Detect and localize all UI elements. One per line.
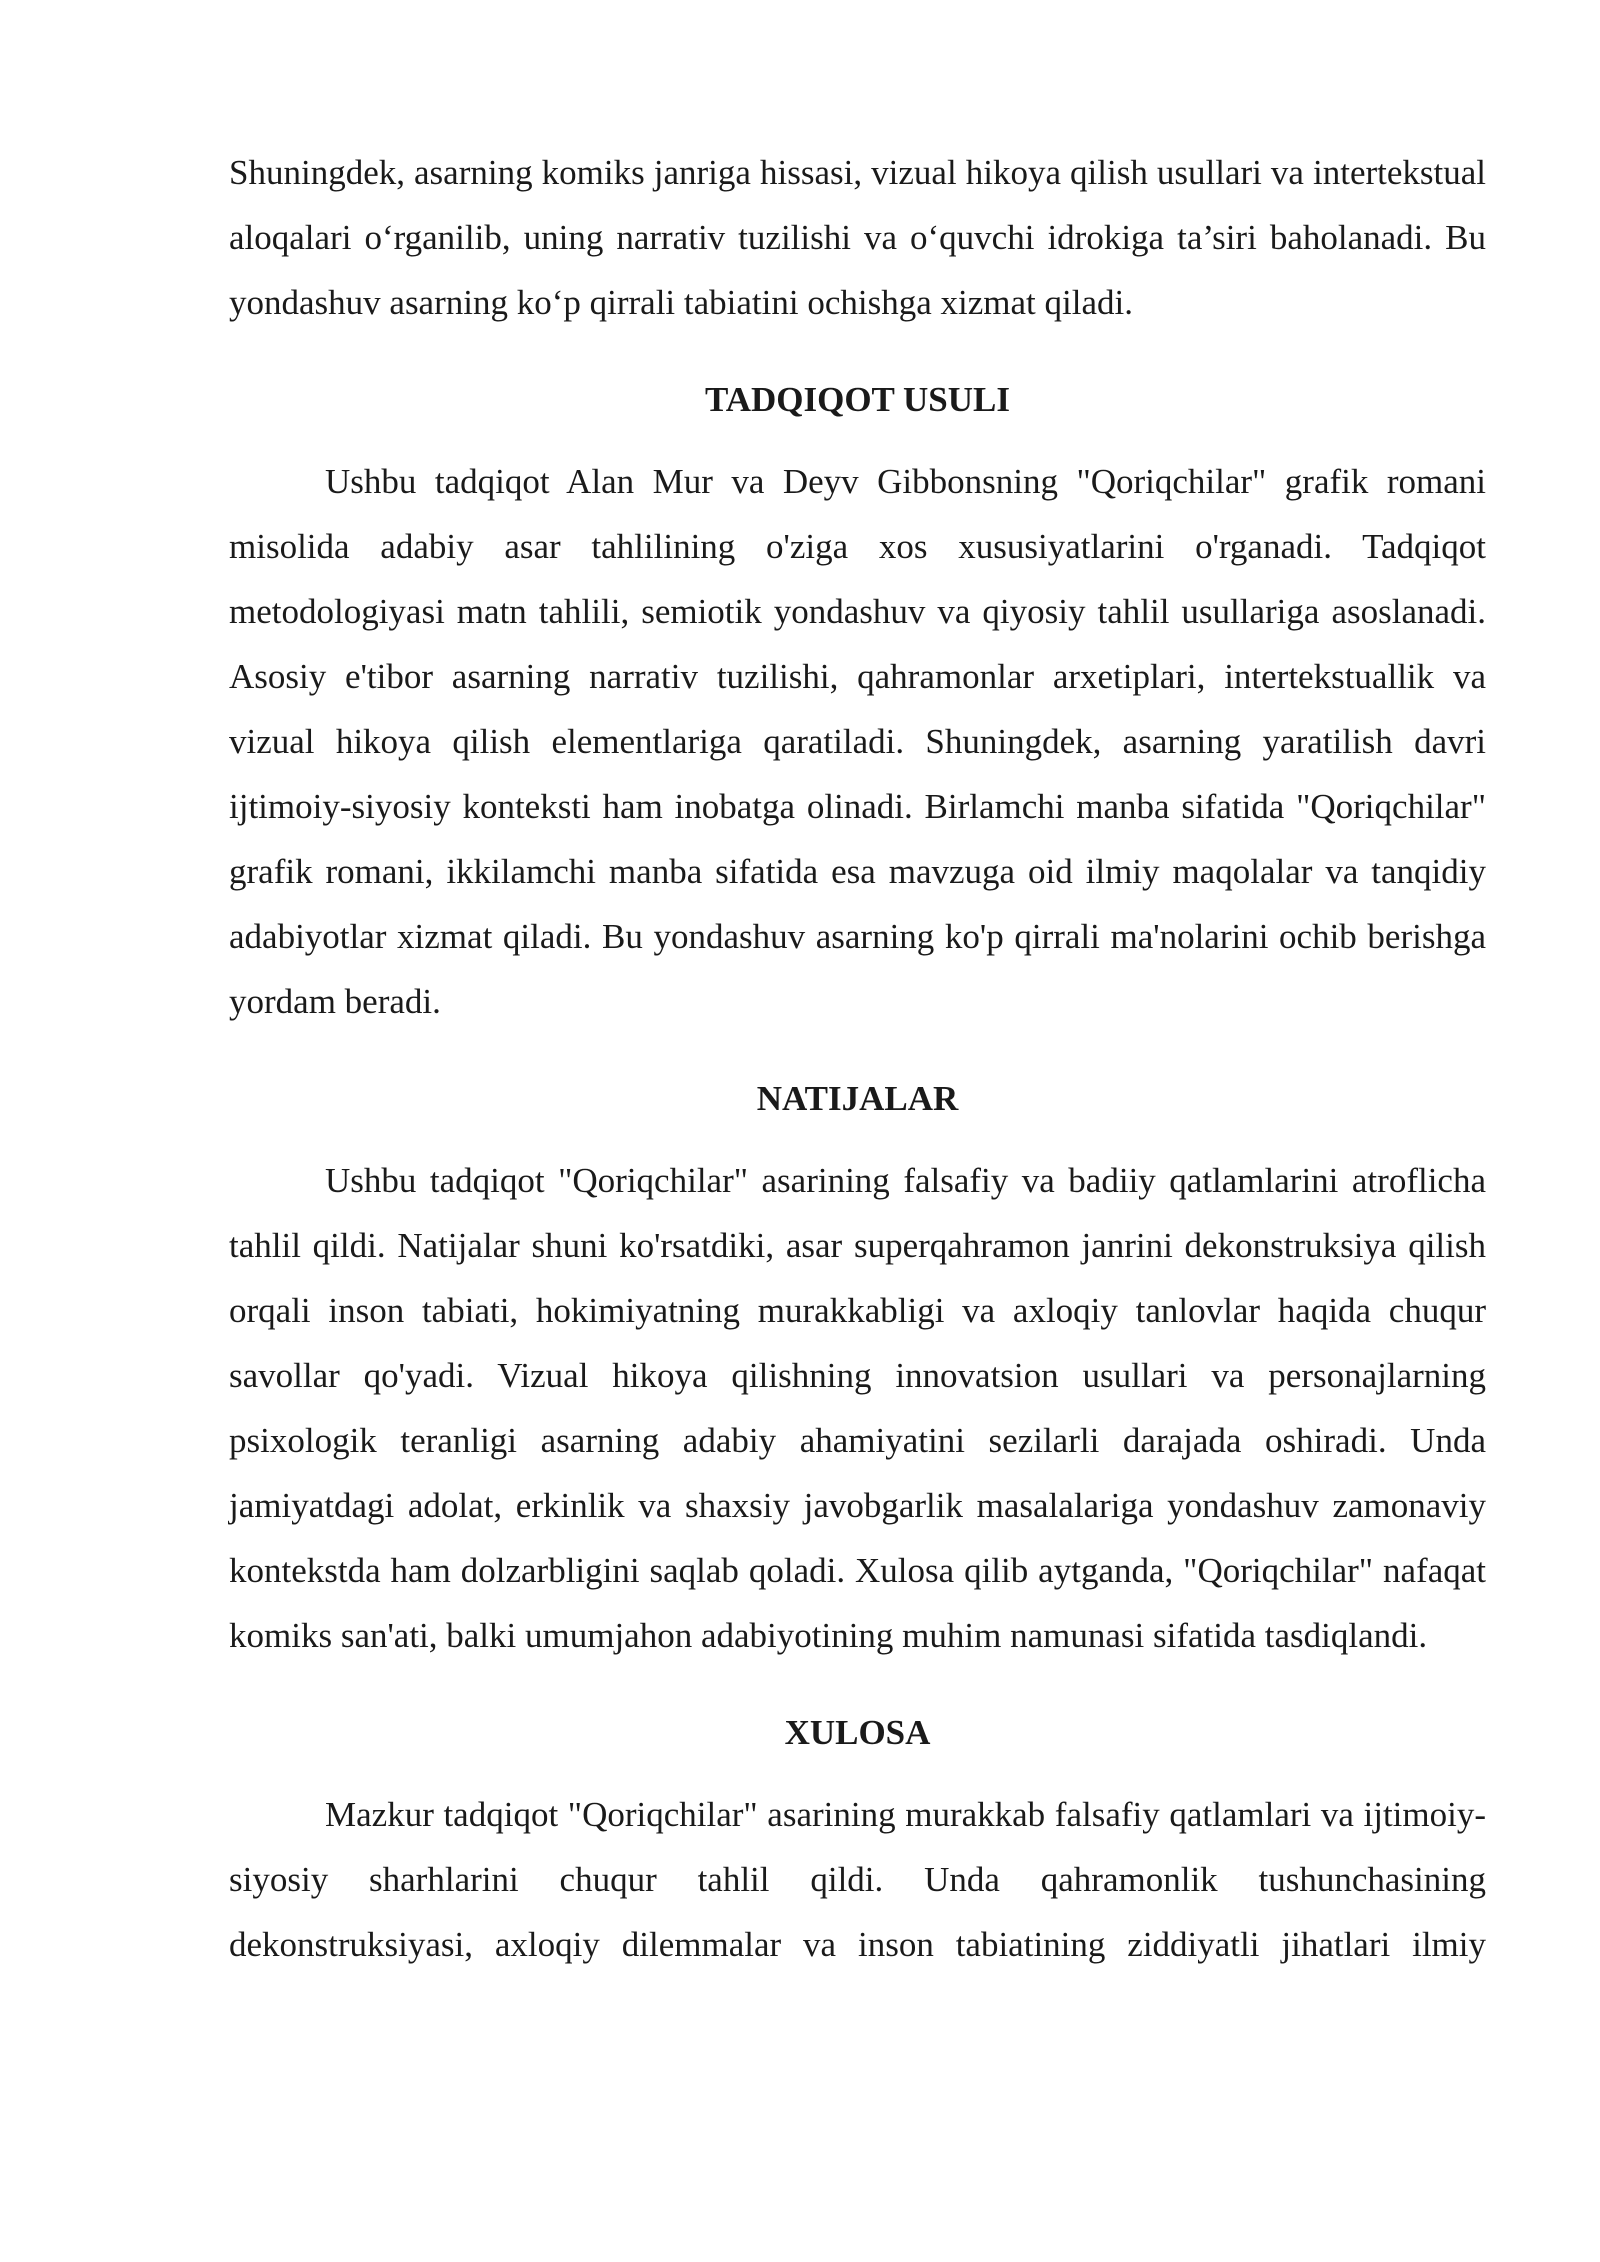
document-page	[229, 140, 1486, 1977]
method-heading: TADQIQOT USULI	[704, 380, 1011, 419]
results-paragraph: Ushbu tadqiqot "Qoriqchilar" asarining falsafiy va badiiy qatlamlarini atroflicha tahlil qildi. Natijalar shuni ko'rsatdiki, asar superqahramon janrini dekonstruksiya qilish orqali inson tabiati, hokimiyatning murakkabligi va axloqiy tanlovlar haqida chuqur savollar qo'yadi. Vizual hikoya qilishning innovatsion usullari va personajlarning psixologik teranligi asarning adabiy ahamiyatini sezilarli darajada oshiradi. Unda jamiyatdagi adolat, erkinlik va shaxsiy javobgarlik masalalariga yondashuv zamonaviy kontekstda ham dolzarbligini saqlab qoladi. Xulosa qilib aytganda, "Qoriqchilar" nafaqat komiks san'ati, balki umumjahon adabiyotining muhim namunasi sifatida tasdiqlandi.	[229, 1161, 1486, 1655]
intro-paragraph: Shuningdek, asarning komiks janriga hissasi, vizual hikoya qilish usullari va intertekstual aloqalari o‘rganilib, uning narrativ tuzilishi va o‘quvchi idrokiga ta’siri baholanadi. Bu yondashuv asarning ko‘p qirrali tabiatini ochishga xizmat qiladi.	[229, 153, 1486, 322]
spacer	[229, 1131, 1486, 1148]
conclusion-paragraph: Mazkur tadqiqot "Qoriqchilar" asarining murakkab falsafiy qatlamlari va ijtimoiy-siyosiy sharhlarini chuqur tahlil qildi. Unda qahramonlik tushunchasining dekonstruksiyasi, axloqiy dilemmalar va inson tabiatining ziddiyatli jihatlari ilmiy	[229, 1795, 1486, 1964]
conclusion-heading: XULOSA	[784, 1713, 931, 1752]
results-heading: NATIJALAR	[756, 1079, 959, 1118]
spacer	[229, 432, 1486, 449]
spacer	[229, 1765, 1486, 1782]
spacer	[229, 1034, 1486, 1066]
method-paragraph: Ushbu tadqiqot Alan Mur va Deyv Gibbonsning "Qoriqchilar" grafik romani misolida adabiy asar tahlilining o'ziga xos xususiyatlarini o'rganadi. Tadqiqot metodologiyasi matn tahlili, semiotik yondashuv va qiyosiy tahlil usullariga asoslanadi. Asosiy e'tibor asarning narrativ tuzilishi, qahramonlar arxetiplari, intertekstuallik va vizual hikoya qilish elementlariga qaratiladi. Shuningdek, asarning yaratilish davri ijtimoiy-siyosiy konteksti ham inobatga olinadi. Birlamchi manba sifatida "Qoriqchilar" grafik romani, ikkilamchi manba sifatida esa mavzuga oid ilmiy maqolalar va tanqidiy adabiyotlar xizmat qiladi. Bu yondashuv asarning ko'p qirrali ma'nolarini ochib berishga yordam beradi.	[229, 462, 1486, 1021]
spacer	[229, 1668, 1486, 1700]
spacer	[229, 335, 1486, 367]
